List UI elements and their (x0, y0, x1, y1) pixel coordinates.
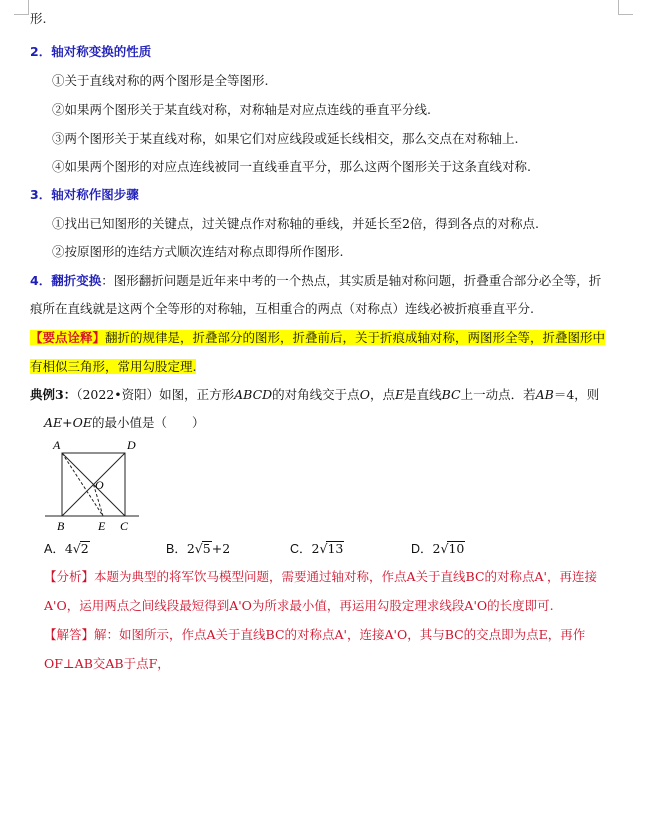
sec2-item-2: ②如果两个图形关于某直线对称，对称轴是对应点连线的垂直平分线. (52, 102, 431, 117)
square-figure (40, 436, 150, 536)
option-c-label: C． (290, 542, 312, 556)
section-4-title: 翻折变换 (51, 273, 102, 288)
option-d[interactable]: D．2√10 (411, 541, 465, 556)
option-b-radicand: 5 (202, 541, 211, 556)
math-abcd: ABCD (234, 387, 273, 402)
section-2-title: 2．轴对称变换的性质 (30, 44, 152, 59)
answer-line-1 (44, 626, 585, 644)
option-d-label: D． (411, 542, 433, 556)
analysis-text-2: A'O，运用两点之间线段最短得到A'O为所求最小值，再运用勾股定理求线段A'O的长度即可. (44, 598, 554, 613)
sec2-item-4: ④如果两个图形的对应点连线被同一直线垂直平分，那么这两个图形关于这条直线对称. (52, 159, 531, 174)
sec3-item-2: ②按原图形的连结方式顺次连结对称点即得所作图形. (52, 244, 344, 259)
option-a-coef: 4 (64, 541, 73, 556)
page-corner-mark (14, 0, 29, 15)
label-d: D (127, 438, 136, 452)
answer-tag: 【解答】 (44, 627, 95, 642)
option-a[interactable]: A．4√2 (44, 541, 89, 556)
option-b-tail: +2 (211, 541, 231, 556)
option-b-coef: 2 (186, 541, 195, 556)
math-ae-oe: AE+OE (44, 415, 92, 430)
key-point-tag: 【要点诠释】 (30, 330, 106, 345)
example-text: ＝4，则 (553, 387, 600, 402)
key-point-line-1 (30, 329, 605, 347)
option-a-label: A． (44, 542, 65, 556)
example-text: 的对角线交于点 (272, 387, 360, 402)
key-point-line-2 (30, 358, 196, 376)
analysis-line-1 (44, 568, 597, 586)
key-point-text-2: 有相似三角形，常用勾股定理. (30, 359, 197, 374)
example-text: 是直线 (404, 387, 442, 402)
option-b-label: B． (166, 542, 187, 556)
key-point-text-1: 翻折的规律是，折叠部分的图形，折叠前后，关于折痕成轴对称，两图形全等，折叠图形中 (105, 330, 606, 345)
section-3-title: 3．轴对称作图步骤 (30, 187, 139, 202)
sec3-item-1: ①找出已知图形的关键点，过关键点作对称轴的垂线，并延长至2倍，得到各点的对称点. (52, 216, 539, 231)
example-line-2 (44, 414, 205, 432)
section-4-number: 4． (30, 273, 52, 288)
analysis-text-1: 本题为典型的将军饮马模型问题，需要通过轴对称，作点A关于直线BC的对称点A'，再连接 (94, 569, 597, 584)
option-a-radicand: 2 (80, 541, 89, 556)
option-d-coef: 2 (432, 541, 441, 556)
example-source: （2022•资阳）如图，正方形 (76, 387, 235, 402)
math-e: E (394, 387, 405, 402)
example-text: ，点 (369, 387, 395, 402)
option-c-radicand: 13 (327, 541, 344, 556)
math-bc: BC (441, 387, 461, 402)
label-e: E (98, 519, 106, 533)
option-c[interactable]: C．2√13 (290, 541, 344, 556)
option-d-radicand: 10 (448, 541, 465, 556)
example-text: 上一动点．若 (460, 387, 536, 402)
section-4-text-2: 痕所在直线就是这两个全等形的对称轴，互相重合的两点（对称点）连线必被折痕垂直平分. (30, 301, 534, 316)
sec2-item-3: ③两个图形关于某直线对称，如果它们对应线段或延长线相交，那么交点在对称轴上. (52, 131, 519, 146)
option-b[interactable]: B．2√5+2 (166, 541, 231, 556)
section-4-line-1 (30, 272, 601, 290)
section-4-text-1: ：图形翻折问题是近年来中考的一个热点，其实质是轴对称问题，折叠重合部分必全等，折 (101, 273, 602, 288)
math-o: O (359, 387, 370, 402)
answer-text-2: OF⊥AB交AB于点F， (44, 656, 170, 671)
label-c: C (120, 519, 129, 533)
label-o: O (95, 478, 104, 492)
label-b: B (57, 519, 65, 533)
math-ab: AB (535, 387, 554, 402)
page-corner-mark (618, 0, 633, 15)
option-c-coef: 2 (311, 541, 320, 556)
answer-text-1: 解：如图所示，作点A关于直线BC的对称点A'，连接A'O，其与BC的交点即为点E，再作 (94, 627, 586, 642)
label-a: A (53, 438, 61, 452)
example-line-1 (30, 386, 599, 404)
example-question-end: 的最小值是（ ） (92, 415, 205, 430)
sec2-item-1: ①关于直线对称的两个图形是全等图形. (52, 73, 269, 88)
example-label: 典例3： (30, 387, 77, 402)
continued-text: 形. (30, 11, 47, 26)
analysis-tag: 【分析】 (44, 569, 95, 584)
